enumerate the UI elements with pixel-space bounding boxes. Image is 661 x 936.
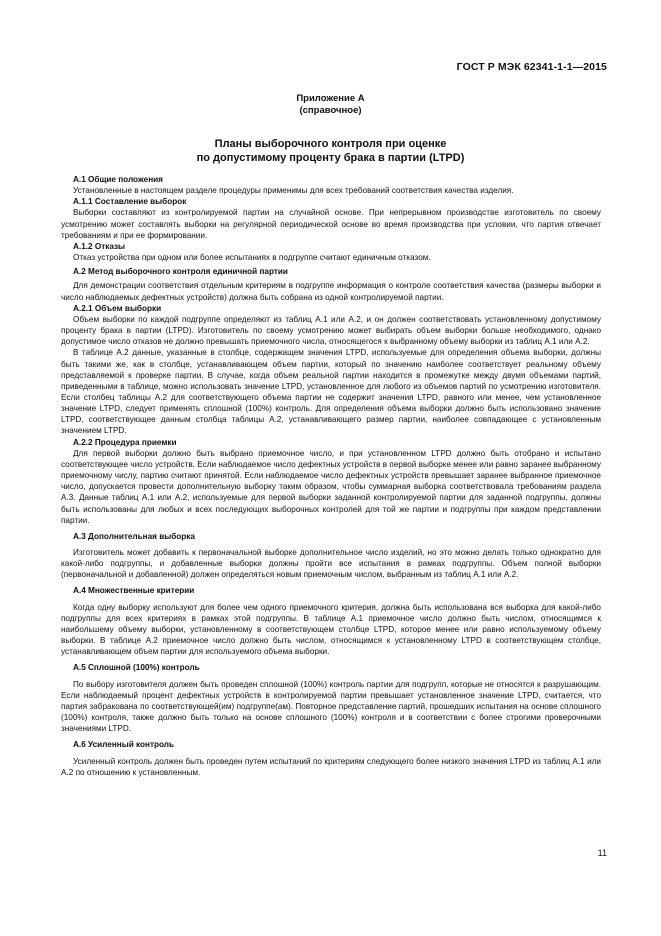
page-number: 11	[597, 848, 607, 858]
document-number: ГОСТ Р МЭК 62341-1-1—2015	[456, 61, 607, 73]
paragraph: Отказ устройства при одном или более испытаниях в подгруппе считают единичным отказом.	[73, 253, 431, 263]
subsection-heading-a22: А.2.2 Процедура приемки	[73, 437, 177, 447]
section-heading-a2: А.2 Метод выборочного контроля единичной партии	[73, 267, 288, 277]
section-heading-a3: А.3 Дополнительная выборка	[73, 531, 195, 541]
section-heading-a1: А.1 Общие положения	[73, 175, 163, 184]
subsection-heading-a21: А.2.1 Объем выборки	[73, 303, 162, 313]
document-body	[61, 174, 601, 778]
annex-title-line1: Планы выборочного контроля при оценке	[214, 138, 447, 150]
annex-title-line2: по допустимому проценту брака в партии (LTPD)	[196, 152, 465, 164]
section-heading-a6: А.6 Усиленный контроль	[73, 740, 174, 750]
paragraph: По выбору изготовителя должен быть проведен сплошной (100%) контроль партии для подгрупп, которые не относятся к разрушающим. Если наблюдаемый процент дефектных устройств в контролируемой партии превышает установленное значение LTPD, считается, что партия забракована по соответствующей(им) подгруппе(ам). Повторное представление партий, прошедших испытания на основе сплошного (100%) контроля, также должно быть только на основе сплошного (100%) контроля и в соответствии с более строгими проверочными значениями LTPD.	[61, 679, 601, 734]
paragraph: Для первой выборки должно быть выбрано приемочное число, и при установленном LTPD должно быть отобрано и испытано соответствующее число устройств. Если наблюдаемое число дефектных устройств в первой выборке менее или равно заранее выбранному приемочному числу, партию считают принятой. Если наблюдаемое число дефектных устройств превышает заранее выбранное приемочное число, допускается провести дополнительную выборку таким образом, чтобы суммарная выборка соответствовала требованиям раздела А.3. Данные таблиц А.1 или А.2, используемые для первой выборки заданной контролируемой партии для заданной подгруппы, должны быть использованы для любых и всех последующих выборочных контролей для той же партии и подгруппы при каждом представлении партии.	[61, 448, 602, 525]
paragraph: В таблице А.2 данные, указанные в столбце, содержащем значения LTPD, используемые для определения объема выборки, должны быть такими же, как в столбце, устанавливающем объем партии, который по значению наиболее соответствует реальному объему представляемой к проверке партии. В случае, когда объем реальной партии находится в промежутке между двумя объемами партий, приведенными в таблице, можно использовать значение LTPD, установленное для любого из объемов партий по усмотрению изготовителя. Если столбец таблицы А.2 для соответствующего объема партии не содержит значения LTPD, равного или менее, чем установленное значение LTPD, следует применять сплошной (100%) контроль. Для определения объема выборки должно быть использовано значение LTPD, соответствующее данным столбца таблицы А.2, устанавливающего размер партии, наиболее совпадающее с установленным значением LTPD.	[61, 348, 601, 436]
annex-type: (справочное)	[299, 105, 362, 116]
subsection-heading-a12: А.1.2 Отказы	[73, 241, 126, 251]
paragraph: Выборки составляют из контролируемой партии на случайной основе. При непрерывном производстве изготовитель по своему усмотрению может составлять выборки на регулярной периодической основе во время производства при условии, что партия отвечает требованиям и при ее формировании.	[61, 208, 601, 240]
annex-title	[0, 137, 661, 165]
paragraph: Усиленный контроль должен быть проведен путем испытаний по критериям следующего более низкого значения LTPD из таблиц А.1 или А.2 по отношению к установленным.	[61, 756, 601, 777]
annex-label: Приложение А	[296, 93, 365, 104]
paragraph: Изготовитель может добавить к первоначальной выборке дополнительное число изделий, но это можно делать только однократно для какой-либо подгруппы, и добавленные выборки должны пройти все испытания в рамках подгруппы. Объем полной выборки (первоначальной и добавленной) должен определяться новым приемочным числом, выбранным из таблиц А.1 или А.2.	[61, 548, 601, 580]
section-heading-a4: А.4 Множественные критерии	[73, 586, 195, 596]
paragraph: Для демонстрации соответствия отдельным критериям в подгруппе информация о контроле соответствия качества (размеры выборки и число наблюдаемых дефектных устройств) должна быть собрана из одной контролируемой партии.	[61, 281, 601, 302]
paragraph: Установленные в настоящем разделе процедуры применимы для всех требований соответствия качества изделия.	[73, 186, 514, 196]
section-heading-a5: А.5 Сплошной (100%) контроль	[73, 663, 200, 673]
annex-heading	[0, 93, 661, 117]
paragraph: Объем выборки по каждой подгруппе определяют из таблиц А.1 или А.2, и он должен соответствовать установленному допустимому проценту брака в партии (LTPD). Изготовитель по своему усмотрению может выбирать объем выборки больше необходимого, однако допустимое число отказов не должно превышать приемочного числа, относящегося к выбранному объему выборки из таблиц А.1 или А.2.	[61, 314, 601, 347]
subsection-heading-a11: А.1.1 Составление выборок	[73, 197, 187, 207]
paragraph: Когда одну выборку используют для более чем одного приемочного критерия, должна быть использована вся выборка для какой-либо подгруппы для всех критериях в рамках этой подгруппы. В таблице А.1 приемочное число должно быть числом, относящимся к наибольшему объему выборки, установленному в соответствующем столбце LTPD, которое менее или равно используемому объему выборки. В таблице А.2 приемочное число должно быть числом, относящимся к установленному LTPD в соответствующем столбце, устанавливающем объем партии для используемого объема выборки.	[61, 602, 601, 657]
